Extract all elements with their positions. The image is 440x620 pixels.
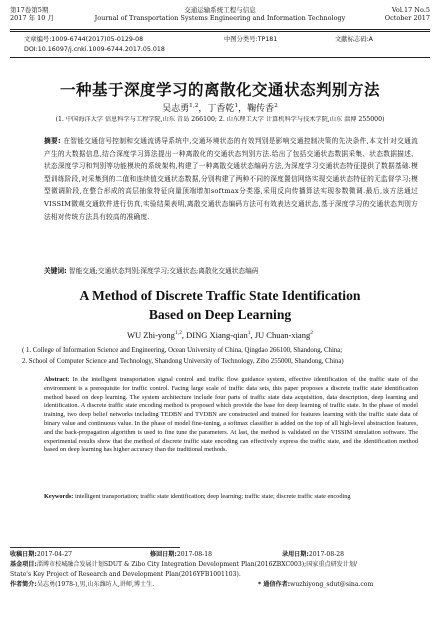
abstract-en (44, 376, 418, 455)
author-bio: 吴志勇(1978-),男,山东潍坊人,讲师,博士生. (36, 581, 155, 588)
revised-date: 2017-08-18 (176, 551, 212, 558)
abstract-zh (44, 135, 418, 223)
document-code: 文献标志码:A (335, 36, 373, 43)
keywords-zh-label: 关键词: (44, 267, 67, 275)
date-en: October 2017 (384, 14, 430, 22)
header-rule-top (10, 29, 430, 30)
keywords-en (44, 493, 418, 502)
title-zh: 一种基于深度学习的离散化交通状态判别方法 (59, 81, 380, 99)
received-label: 收稿日期: (10, 551, 37, 558)
footnote-fund (10, 560, 430, 570)
abstract-en-text: In the intelligent transportation signal control and traffic flow guidance system, effective identification of the traffic state of the environment is a prerequisite for traffic control. Facing large scale of traffic data sets, this paper proposes a discrete traffic state identification method based on deep learning. The system architecture include four parts of traffic state data acquisition, data description, deep learning and identification. A discrete traffic state encoding method is proposed which provide the base for deep learning of traffic state. In the phase of model training, two deep belief networks including TEDBN and TVDBN are constructed and trained for features learning with the traffic state data of binary value and continuous value. In the phase of model fine-tuning, a softmax classifier is added on the top of all high-level abstraction features, and the back-propagation algorithm is used to fine tune the parameters. At last, the method is validated on the VISSIM simulation software. The experimental results show that the method of discrete traffic state encoding can effectively express the traffic state, and the identification method based on deep learning has higher accuracy than the traditional methods. (44, 376, 418, 454)
affiliation-zh: (1. 中国海洋大学 信息科学与工程学院,山东 青岛 266100; 2. 山东理工大学 计算机科学与技术学院,山东 淄博 255000) (55, 116, 385, 123)
authors-en: WU Zhi-yong$^{1,2}$, DING Xiang-qian$^1$, JU Chuan-xiang$^2$ (127, 330, 313, 340)
running-header (10, 6, 430, 28)
title-en-line-2: Based on Deep Learning (148, 307, 292, 322)
clc-number: 中图分类号:TP181 (224, 36, 278, 43)
abstract-zh-label: 摘要: (44, 137, 61, 145)
keywords-zh-text: 智能交通;交通状态判别;深度学习;交通状态;离散化交通状态编码 (68, 267, 259, 275)
header-rule-bottom (10, 31, 430, 32)
affiliation-en (22, 345, 428, 367)
keywords-zh (44, 267, 418, 276)
accepted-date: 2017-08-28 (308, 551, 344, 558)
title-en-line-1: A Method of Discrete Traffic State Identification (79, 288, 361, 303)
fund-label: 基金项目: (10, 561, 37, 568)
journal-name-zh: 交通运输系统工程与信息 (184, 6, 256, 14)
header-center (10, 6, 430, 22)
volume-en: Vol.17 No.5 (391, 6, 430, 14)
fund-text: 淄博市校城融合发展计划SDUT & Zibo City Integration Development Plan(2016ZBXC003);国家重点研发计划/ (36, 561, 358, 568)
title-en (0, 286, 440, 324)
author-bio-label: 作者简介: (10, 581, 37, 588)
volume-issue: 第17卷第5期 (10, 6, 49, 14)
abstract-zh-text: 在智能交通信号控制和交通流诱导系统中,交通环境状态的有效判别是影响交通控制决策的先决条件,本文针对交通流产生的大数据信息,结合深度学习算法提出一种离散化的交通状态判别方法.给出了包括交通状态数据采集、状态数据描述、状态深度学习和判别等功能模块的系统架构,构建了一种离散交通状态编码方法,为深度学习交通状态特征提供了数据基础.模型训练阶段,对采集到的二值和连续值交通状态数据,分别构建了两种不同的深度置信网络实现交通状态特征的无监督学习;模型微调阶段,在整合形成的高层抽象特征向量顶端增加softmax分类器,采用反向传播算法实现参数微调.最后,该方法通过VISSIM微观交通软件进行仿真,实验结果表明,离散交通状态编码方法可有效表达交通状态,基于深度学习的交通状态判别方法相对传统方法具有较高的准确度. (44, 137, 418, 221)
doi: DOI:10.16097/j.cnki.1009-6744.2017.05.018 (24, 46, 165, 53)
keywords-en-text: intelligent transportation; traffic state identification; deep learning; traffic state; discrete traffic state encoding (74, 493, 351, 500)
journal-name-en: Journal of Transportation Systems Engineering and Information Technology (94, 14, 346, 22)
issue-date: 2017 年 10 月 (10, 14, 55, 22)
corresponding-label: * 通信作者: (258, 581, 291, 588)
fund-text-2: State's Key Project of Research and Development Plan(2016YFB1001103). (10, 571, 241, 578)
received-date: 2017-04-27 (36, 551, 72, 558)
authors-zh: 吴志勇$^{1,2}$，丁香乾$^1$，鞠传香$^2$ (162, 103, 278, 114)
article-number: 文章编号:1009-6744(2017)05-0129-08 (24, 36, 144, 43)
affiliation-en-1: ( 1. College of Information Science and Engineering, Ocean University of China, Qingdao 266100, Shandong, China; (22, 347, 343, 354)
abstract-en-label: Abstract: (44, 376, 70, 383)
keywords-en-label: Keywords: (44, 493, 74, 500)
revised-label: 修回日期: (150, 551, 177, 558)
meta-rule (10, 57, 430, 58)
footnote-fund-2 (10, 570, 430, 580)
footnote-rule (10, 547, 180, 548)
affiliation-en-2: 2. School of Computer Science and Technology, Shandong University of Technology, Zibo 255000, Shandong, China) (22, 358, 344, 365)
accepted-label: 录用日期: (282, 551, 309, 558)
header-right (385, 6, 430, 22)
corresponding-email: wuzhiyong_sdut@sina.com (290, 581, 374, 588)
